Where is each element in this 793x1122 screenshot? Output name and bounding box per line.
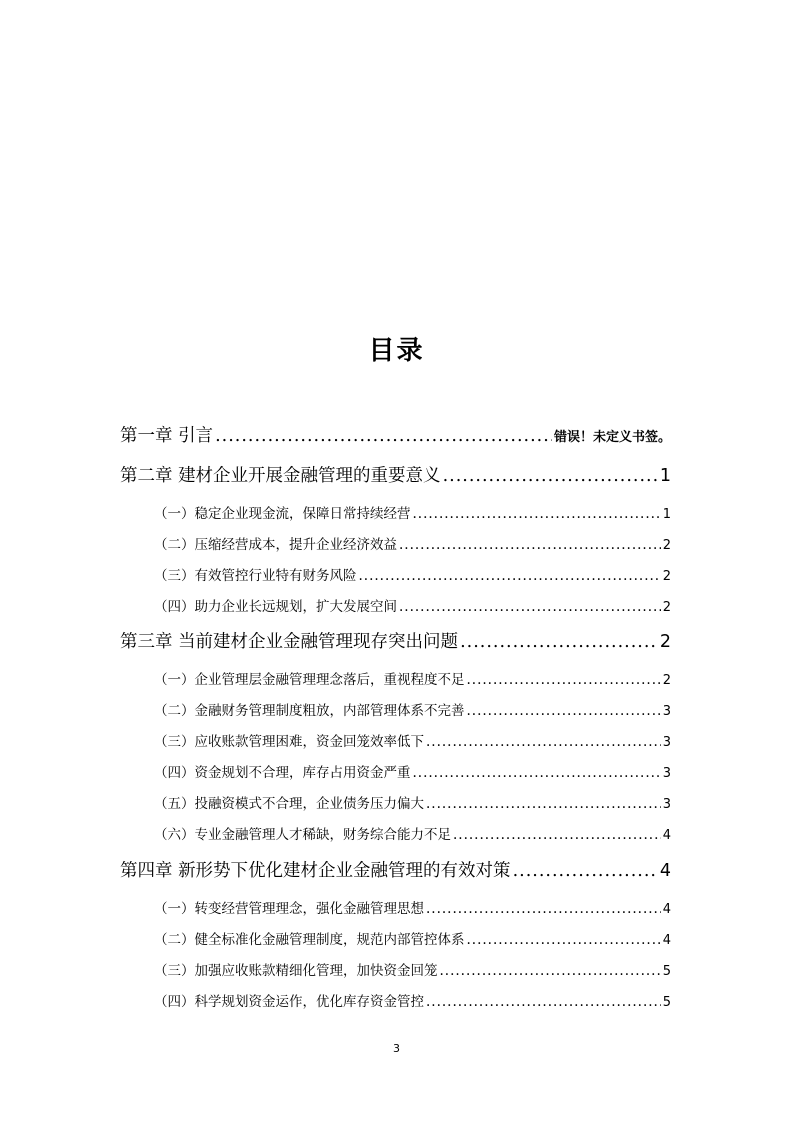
toc-leader-dots <box>359 568 661 584</box>
toc-entry-section[interactable] <box>154 990 671 1010</box>
toc-entry-section[interactable] <box>154 823 671 843</box>
toc-entry-text: （二）金融财务管理制度粗放，内部管理体系不完善 <box>154 703 465 719</box>
toc-entry-page: 4 <box>662 902 671 917</box>
toc-entry-text: 第一章 引言 <box>120 426 214 446</box>
toc-entry-section[interactable] <box>154 533 671 553</box>
toc-entry-page: 1 <box>662 507 671 522</box>
toc-entry-section[interactable] <box>154 897 671 917</box>
toc-leader-dots <box>413 765 661 781</box>
toc-entry-text: （四）助力企业长远规划，扩大发展空间 <box>154 599 397 615</box>
toc-entry-page: 5 <box>662 964 671 979</box>
toc-entry-section[interactable] <box>154 730 671 750</box>
toc-entry-text: （一）稳定企业现金流，保障日常持续经营 <box>154 506 411 522</box>
toc-entry-page: 4 <box>659 861 671 881</box>
toc-entry-page: 3 <box>662 766 671 781</box>
toc-leader-dots <box>413 506 661 522</box>
toc-entry-text: （一）转变经营管理理念，强化金融管理思想 <box>154 901 424 917</box>
toc-entry-chapter-4[interactable] <box>120 857 671 882</box>
toc-title: 目录 <box>368 336 425 366</box>
toc-entry-chapter-1[interactable] <box>120 422 671 447</box>
toc-entry-text: 第二章 建材企业开展金融管理的重要意义 <box>120 466 441 486</box>
toc-entry-text: （二）健全标准化金融管理制度，规范内部管控体系 <box>154 932 465 948</box>
toc-entry-page: 2 <box>662 569 671 584</box>
toc-entry-section[interactable] <box>154 761 671 781</box>
toc-leader-dots <box>426 901 661 917</box>
toc-entry-chapter-2[interactable] <box>120 462 671 487</box>
toc-entry-page: 1 <box>659 466 671 486</box>
toc-entry-section[interactable] <box>154 595 671 615</box>
toc-entry-section[interactable] <box>154 699 671 719</box>
toc-entry-chapter-3[interactable] <box>120 628 671 653</box>
toc-leader-dots <box>467 932 661 948</box>
toc-entry-page: 4 <box>662 933 671 948</box>
page-number: 3 <box>393 1042 400 1055</box>
toc-entry-text: （三）加强应收账款精细化管理，加快资金回笼 <box>154 963 438 979</box>
toc-leader-dots <box>426 994 661 1010</box>
toc-leader-dots <box>467 703 661 719</box>
toc-entry-text: （四）资金规划不合理，库存占用资金严重 <box>154 765 411 781</box>
toc-leader-dots <box>426 734 661 750</box>
toc-entry-text: （五）投融资模式不合理，企业债务压力偏大 <box>154 796 424 812</box>
toc-entry-text: （四）科学规划资金运作，优化库存资金管控 <box>154 994 424 1010</box>
toc-leader-dots <box>399 599 661 615</box>
toc-entry-text: （六）专业金融管理人才稀缺，财务综合能力不足 <box>154 827 451 843</box>
toc-entry-text: 第四章 新形势下优化建材企业金融管理的有效对策 <box>120 861 511 881</box>
toc-entry-page: 2 <box>662 600 671 615</box>
toc-leader-dots <box>453 827 661 843</box>
toc-entry-page: 3 <box>662 797 671 812</box>
toc-entry-page: 3 <box>662 704 671 719</box>
toc-entry-page: 2 <box>662 538 671 553</box>
toc-entry-page: 2 <box>662 673 671 688</box>
toc-leader-dots <box>426 796 661 812</box>
toc-entry-text: （三）有效管控行业特有财务风险 <box>154 568 357 584</box>
toc-leader-dots <box>467 672 661 688</box>
toc-leader-dots <box>460 632 658 652</box>
toc-leader-dots <box>443 466 658 486</box>
toc-leader-dots <box>440 963 661 979</box>
toc-entry-text: 第三章 当前建材企业金融管理现存突出问题 <box>120 632 459 652</box>
toc-entry-text: （二）压缩经营成本，提升企业经济效益 <box>154 537 397 553</box>
toc-entry-section[interactable] <box>154 792 671 812</box>
toc-entry-section[interactable] <box>154 564 671 584</box>
toc-entry-page: 2 <box>659 632 671 652</box>
toc-leader-dots <box>513 861 658 881</box>
toc-entry-page: 3 <box>662 735 671 750</box>
toc-entry-text: （三）应收账款管理困难，资金回笼效率低下 <box>154 734 424 750</box>
toc-entry-page: 4 <box>662 828 671 843</box>
toc-entry-section[interactable] <box>154 959 671 979</box>
toc-leader-dots <box>399 537 661 553</box>
toc-entry-page: 错误！未定义书签。 <box>553 430 671 445</box>
toc-leader-dots <box>215 426 552 446</box>
toc-entry-section[interactable] <box>154 668 671 688</box>
toc-entry-section[interactable] <box>154 928 671 948</box>
toc-entry-page: 5 <box>662 995 671 1010</box>
toc-entry-section[interactable] <box>154 502 671 522</box>
toc-entry-text: （一）企业管理层金融管理理念落后，重视程度不足 <box>154 672 465 688</box>
